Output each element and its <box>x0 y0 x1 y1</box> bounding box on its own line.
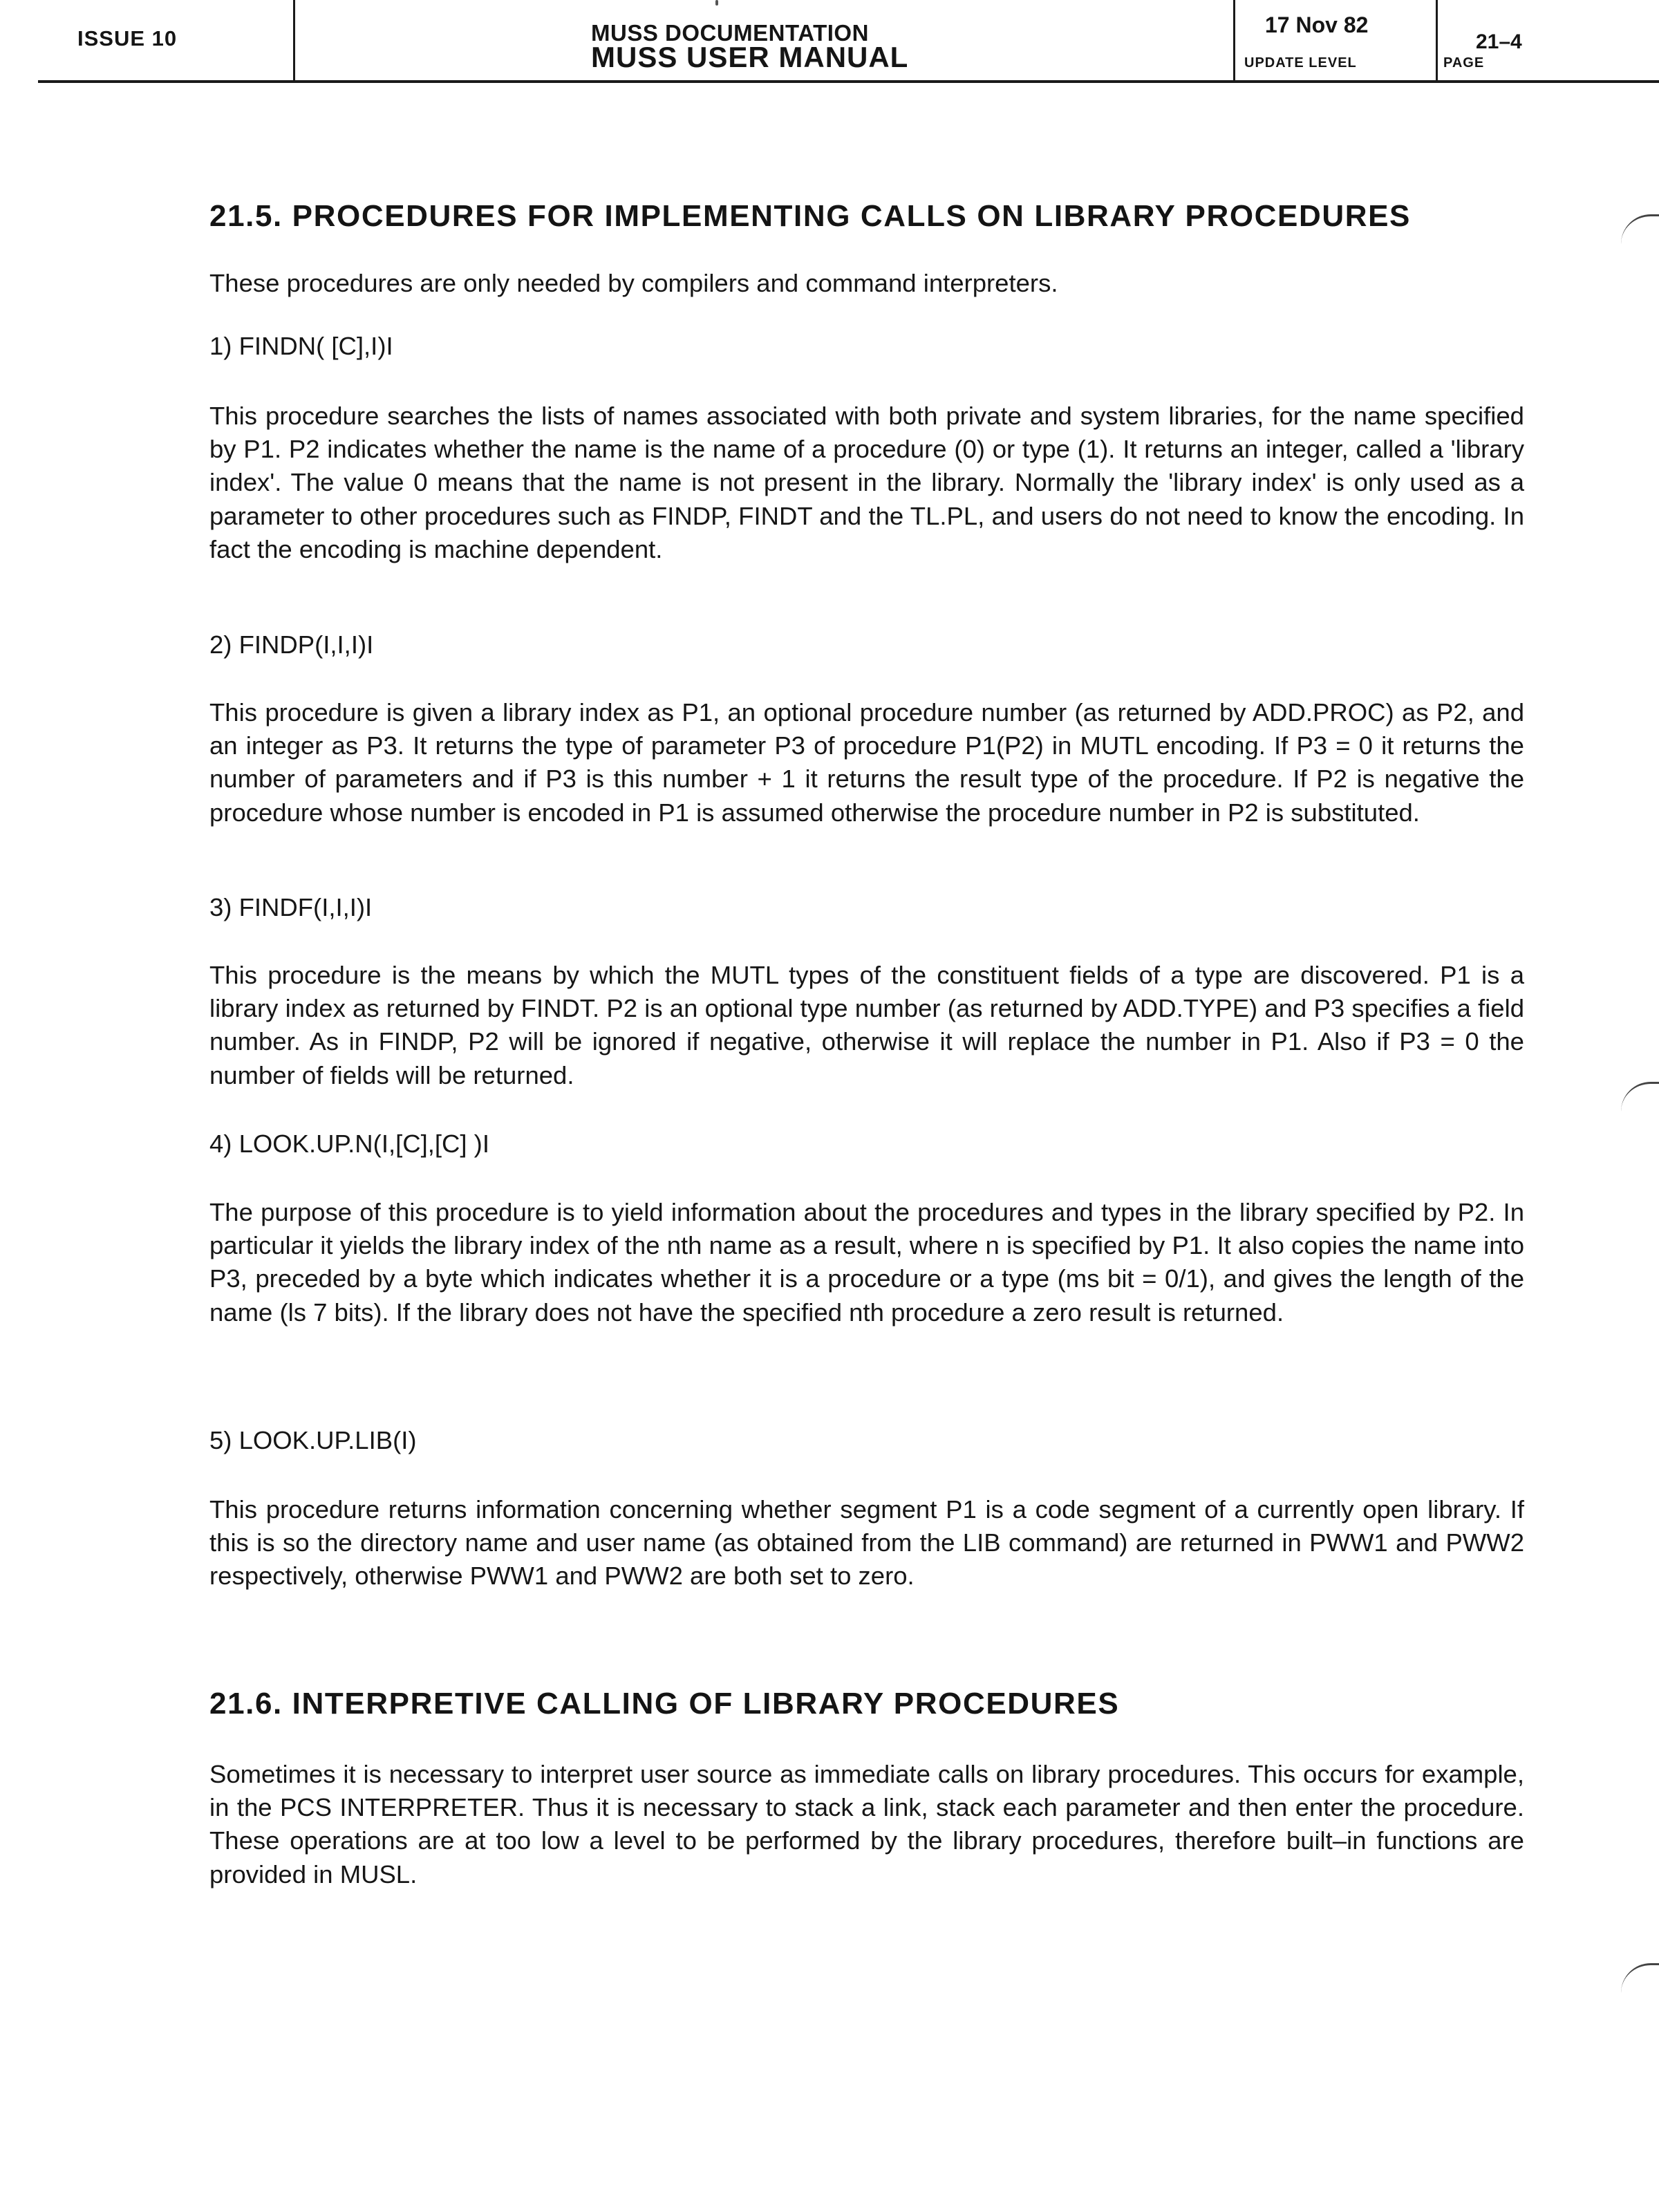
page-label: PAGE <box>1443 55 1485 71</box>
header-divider <box>1233 0 1235 82</box>
manual-title: MUSS USER MANUAL <box>591 41 909 73</box>
page-number: 21–4 <box>1476 30 1522 53</box>
update-level-label: UPDATE LEVEL <box>1244 55 1357 71</box>
scan-speck <box>715 0 718 6</box>
procedure-title-findf: 3) FINDF(I,I,I)I <box>209 893 373 921</box>
header-divider <box>293 0 295 82</box>
header-rule <box>38 80 1659 83</box>
procedure-description-findp: This procedure is given a library index as P1, an optional procedure number (as returned by ADD.PROC) as P2, and an integer as P3. It returns the type of parameter P3 of procedure P1(P2) in MUTL encoding. If P3 = 0 it returns the number of parameters and if P3 is this number + 1 it returns the result type of the procedure. If P2 is negative the procedure whose number is encoded in P1 is assumed otherwise the procedure number in P2 is substituted. <box>209 698 1524 827</box>
punch-hole-mark <box>1621 1963 1659 1993</box>
documentation-title: MUSS DOCUMENTATION <box>591 20 869 46</box>
section-intro: These procedures are only needed by compilers and command interpreters. <box>209 269 1058 297</box>
update-date: 17 Nov 82 <box>1265 12 1369 37</box>
procedure-description-look-up-lib: This procedure returns information concerning whether segment P1 is a code segment of a currently open library. If this is so the directory name and user name (as obtained from the LIB command) are returned in PWW1 and PWW2 respectively, otherwise PWW1 and PWW2 are both set to zero. <box>209 1495 1524 1591</box>
section-heading-21-5: 21.5. PROCEDURES FOR IMPLEMENTING CALLS ON LIBRARY PROCEDURES <box>209 199 1411 233</box>
punch-hole-mark <box>1621 1082 1659 1112</box>
procedure-title-findn: 1) FINDN( [C],I)I <box>209 332 393 360</box>
procedure-description-look-up-n: The purpose of this procedure is to yield information about the procedures and types in the library specified by P2. In particular it yields the library index of the nth name as a result, where n is specified by P1. It also copies the name into P3, preceded by a byte which indicates whether it is a procedure or a type (ms bit = 0/1), and gives the length of the name (ls 7 bits). If the library does not have the specified nth procedure a zero result is returned. <box>209 1198 1524 1327</box>
procedure-title-findp: 2) FINDP(I,I,I)I <box>209 630 374 659</box>
procedure-title-look-up-n: 4) LOOK.UP.N(I,[C],[C] )I <box>209 1130 489 1158</box>
section-heading-21-6: 21.6. INTERPRETIVE CALLING OF LIBRARY PROCEDURES <box>209 1687 1120 1721</box>
issue-label: ISSUE 10 <box>77 26 178 50</box>
punch-hole-mark <box>1621 214 1659 244</box>
header-divider <box>1436 0 1438 82</box>
section-intro-21-6: Sometimes it is necessary to interpret user source as immediate calls on library procedures. This occurs for example, in the PCS INTERPRETER. Thus it is necessary to stack a link, stack each parameter and then enter the procedure. These operations are at too low a level to be performed by the library procedures, therefore built–in functions are provided in MUSL. <box>209 1760 1524 1888</box>
procedure-description-findn: This procedure searches the lists of names associated with both private and system libraries, for the name specified by P1. P2 indicates whether the name is the name of a procedure (0) or type (1). It returns an integer, called a 'library index'. The value 0 means that the name is not present in the library. Normally the 'library index' is only used as a parameter to other procedures such as FINDP, FINDT and the TL.PL, and users do not need to know the encoding. In fact the encoding is machine dependent. <box>209 402 1524 563</box>
procedure-description-findf: This procedure is the means by which the MUTL types of the constituent fields of a type are discovered. P1 is a library index as returned by FINDT. P2 is an optional type number (as returned by ADD.TYPE) and P3 specifies a field number. As in FINDP, P2 will be ignored if negative, otherwise it will replace the number in P1. Also if P3 = 0 the number of fields will be returned. <box>209 961 1524 1089</box>
procedure-title-look-up-lib: 5) LOOK.UP.LIB(I) <box>209 1426 417 1454</box>
